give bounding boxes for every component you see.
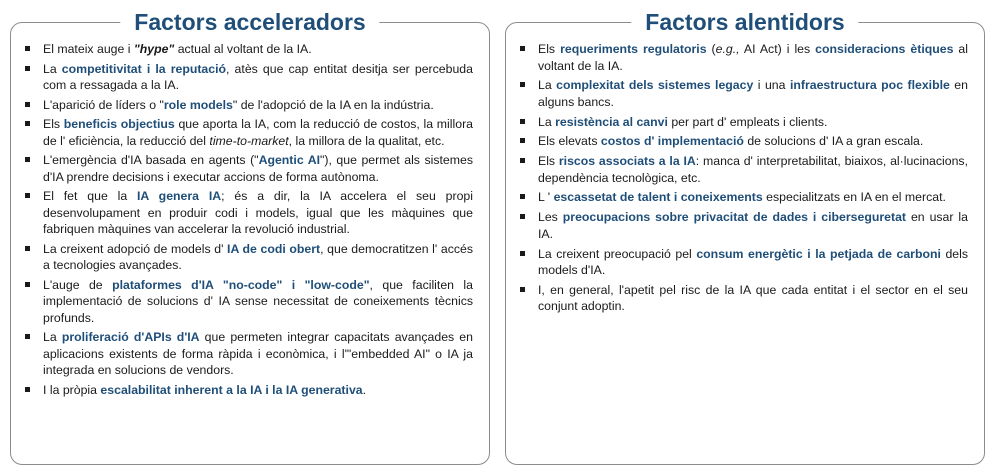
highlighted-term: resistència al canvi	[555, 114, 668, 129]
list-item	[23, 277, 473, 327]
list-item	[23, 382, 473, 399]
list-item	[518, 209, 968, 242]
item-text: La	[43, 61, 62, 76]
slowing-factors-panel	[505, 9, 985, 465]
square-bullet-icon	[520, 138, 525, 143]
item-text: que permeten integrar capacitats avançades en aplicacions existents de forma ràpida i econòmica, i l'"embedded AI" o IA ja integrada en solucions de vendors.	[43, 330, 473, 377]
square-bullet-icon	[520, 287, 525, 292]
list-item	[518, 41, 968, 74]
list-item	[23, 61, 473, 94]
item-text: La	[538, 78, 557, 93]
highlighted-term: escalabilitat inherent a la IA i la IA generativa	[100, 382, 363, 397]
item-text: "hype"	[133, 42, 175, 56]
highlighted-term: IA de codi obert	[227, 241, 321, 256]
item-text: ; és a dir, la IA accelera el seu propi desenvolupament en produir codi i models, igual que les màquines que fabriquen màquines van accelerar la revolució industrial.	[43, 189, 473, 236]
square-bullet-icon	[25, 334, 30, 339]
item-text: .	[362, 382, 367, 397]
highlighted-term: escassetat de talent i coneixements	[553, 190, 763, 205]
list-item	[518, 153, 968, 186]
square-bullet-icon	[25, 193, 30, 198]
square-bullet-icon	[25, 282, 30, 287]
item-text: Els	[43, 117, 64, 131]
item-text: L'auge de	[43, 277, 113, 292]
item-text: en usar la IA.	[538, 210, 968, 241]
list-item	[23, 116, 473, 149]
item-text: e.g.,	[715, 42, 740, 56]
square-bullet-icon	[520, 194, 525, 199]
slowing-factors-title: Factors alentidors	[631, 9, 858, 35]
list-item	[23, 329, 473, 379]
square-bullet-icon	[520, 251, 525, 256]
item-text: time-to-market	[209, 133, 289, 148]
square-bullet-icon	[520, 119, 525, 124]
highlighted-term: riscos associats a la IA	[558, 154, 696, 169]
item-text: I la pròpia	[43, 382, 101, 397]
item-text: (	[706, 42, 716, 56]
list-item	[23, 152, 473, 185]
item-text: que aporta la IA, com la reducció de costos, la millora de l' eficiència, la reducció del	[43, 117, 474, 148]
item-text: , la millora de la qualitat, etc.	[288, 133, 445, 148]
square-bullet-icon	[520, 214, 525, 219]
item-text: L'emergència d'IA basada en agents ("	[43, 153, 259, 167]
square-bullet-icon	[25, 157, 30, 162]
square-bullet-icon	[25, 46, 30, 51]
list-item	[23, 188, 473, 238]
item-text: especialitzats en IA en el mercat.	[762, 190, 946, 205]
square-bullet-icon	[520, 46, 525, 51]
list-item	[518, 282, 968, 315]
square-bullet-icon	[25, 66, 30, 71]
list-item	[518, 133, 968, 150]
highlighted-term: beneficis objectius	[63, 117, 175, 131]
square-bullet-icon	[25, 246, 30, 251]
item-text: , que faciliten la implementació de solucions d' IA sense necessitat de coneixements tècnics profunds.	[43, 277, 473, 325]
highlighted-term: plataformes d'IA "no-code" i "low-code"	[112, 277, 370, 292]
highlighted-term: requeriments regulatoris	[560, 42, 707, 56]
accelerating-factors-title: Factors acceleradors	[120, 9, 379, 35]
item-text: Els elevats	[538, 134, 601, 149]
square-bullet-icon	[25, 102, 30, 107]
item-text: en alguns bancs.	[538, 78, 968, 109]
highlighted-term: IA genera IA	[137, 189, 222, 203]
highlighted-term: role models	[163, 97, 233, 112]
accelerating-factors-panel	[10, 9, 490, 465]
item-text: " de l'adopció de la IA en la indústria.	[232, 97, 434, 112]
highlighted-term: proliferació d'APIs d'IA	[61, 330, 200, 344]
item-text: , que democratitzen l' accés a tecnologies avançades.	[43, 241, 473, 272]
list-item	[23, 241, 473, 274]
item-text: Els	[538, 154, 559, 169]
highlighted-term: preocupacions sobre privacitat de dades i ciberseguretat	[562, 210, 907, 225]
highlighted-term: consideracions ètiques	[815, 42, 954, 56]
item-text: L '	[538, 190, 554, 205]
list-item	[518, 77, 968, 110]
item-text: El mateix auge i	[43, 42, 134, 56]
square-bullet-icon	[25, 121, 30, 126]
item-text: dels models d'IA.	[538, 246, 969, 278]
item-text: "), que permet als sistemes d'IA prendre decisions i executar accions de forma autònoma.	[43, 153, 473, 184]
list-item	[518, 189, 968, 206]
highlighted-term: competitivitat i la reputació	[61, 61, 227, 76]
square-bullet-icon	[520, 158, 525, 163]
slowing-factors-list	[518, 41, 968, 318]
list-item	[518, 114, 968, 131]
list-item	[23, 41, 473, 58]
item-text: i una	[753, 78, 790, 93]
item-text: de solucions d' IA a gran escala.	[743, 134, 924, 149]
highlighted-term: consum energètic i la petjada de carboni	[696, 246, 941, 261]
item-text: La	[538, 114, 556, 129]
item-text: La creixent preocupació pel	[538, 246, 697, 261]
item-text: La	[43, 330, 62, 344]
accelerating-factors-list	[23, 41, 473, 401]
square-bullet-icon	[25, 387, 30, 392]
item-text: per part d' empleats i clients.	[667, 114, 828, 129]
item-text: : manca d' interpretabilitat, biaixos, al·lucinacions, dependència tecnològica, etc.	[538, 154, 968, 185]
list-item	[518, 246, 968, 279]
item-text: Les	[538, 210, 563, 225]
item-text: La creixent adopció de models d'	[43, 241, 228, 256]
highlighted-term: infraestructura poc flexible	[789, 78, 950, 93]
item-text: L'aparició de líders o "	[43, 97, 164, 112]
item-text: AI Act) i les	[739, 42, 816, 56]
highlighted-term: Agentic AI	[258, 153, 321, 167]
item-text: I, en general, l'apetit pel risc de la IA que cada entitat i el sector en el seu conjunt adoptin.	[538, 282, 968, 314]
item-text: El fet que la	[43, 189, 138, 203]
highlighted-term: complexitat dels sistemes legacy	[556, 78, 754, 93]
highlighted-term: costos d' implementació	[600, 134, 744, 149]
item-text: al voltant de la IA.	[538, 42, 969, 73]
item-text: , atès que cap entitat desitja ser percebuda com a ressagada a la IA.	[43, 61, 473, 92]
square-bullet-icon	[520, 82, 525, 87]
list-item	[23, 97, 473, 114]
item-text: actual al voltant de la IA.	[174, 42, 312, 56]
item-text: Els	[538, 42, 561, 56]
